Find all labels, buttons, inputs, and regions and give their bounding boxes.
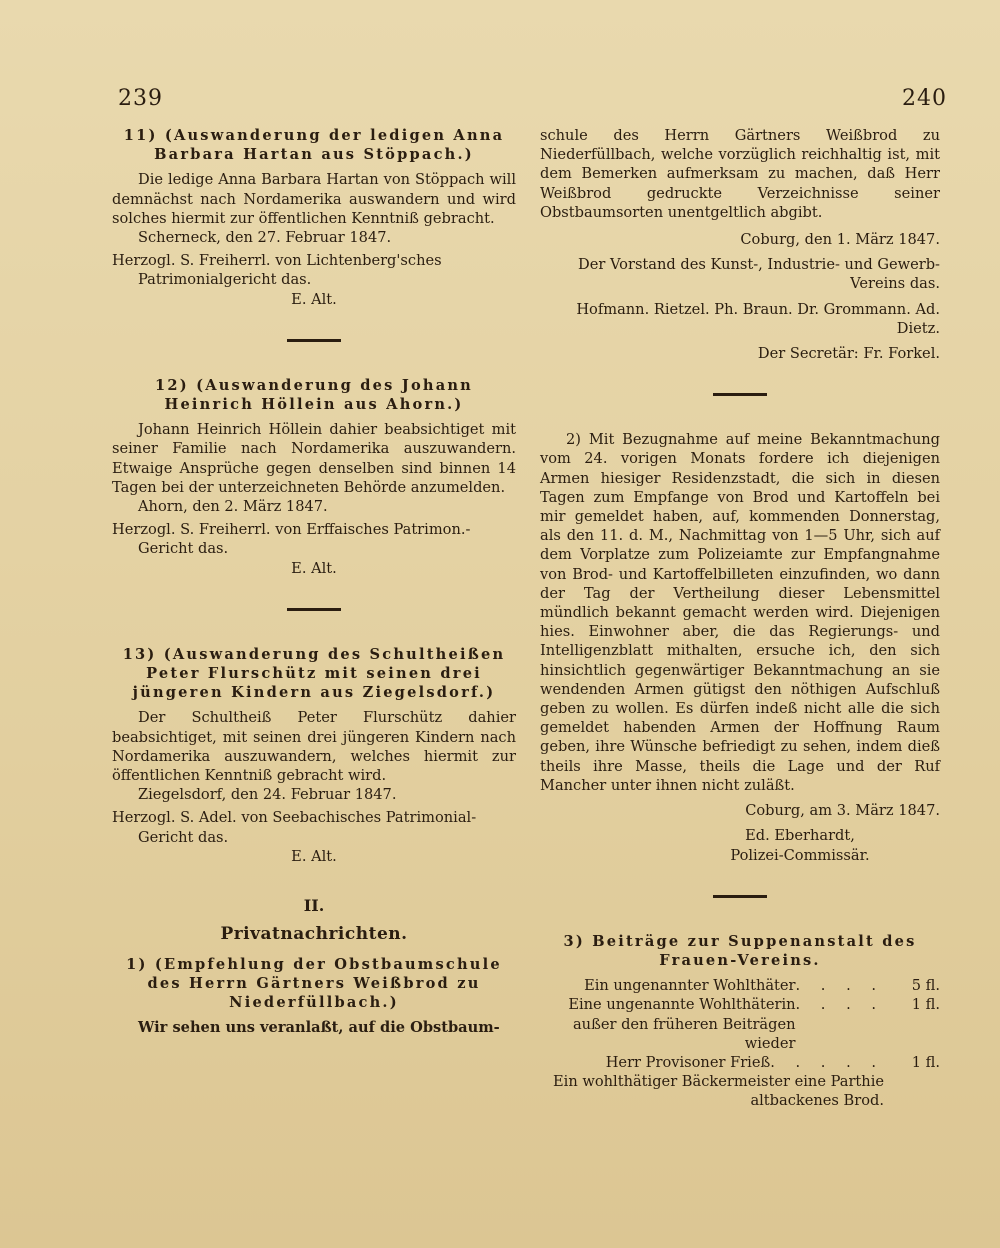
- private-notice-2: [540, 430, 940, 864]
- list-item: [540, 995, 940, 1053]
- section-number: II.: [303, 896, 325, 916]
- notice-signer: Ed. Eberhardt,: [745, 827, 855, 845]
- notice-names: Hofmann. Rietzel. Ph. Braun. Dr. Grommann. Ad. Dietz.: [576, 300, 940, 337]
- notice-signer-title: Polizei-Commissär.: [730, 846, 870, 864]
- list-item: [540, 1053, 940, 1072]
- notice-signer: E. Alt.: [291, 290, 337, 308]
- notice-secretary: Der Secretär: Fr. Forkel.: [757, 345, 940, 363]
- right-column: [540, 126, 940, 1111]
- private-notice-1-continued: [540, 126, 940, 363]
- notice-signer: E. Alt.: [291, 847, 337, 865]
- notice-13: [112, 645, 516, 866]
- page-number-left: 239: [118, 86, 163, 111]
- separator-rule: [287, 339, 341, 342]
- notice-date: Coburg, am 3. März 1847.: [745, 802, 940, 820]
- notice-date: Ahorn, den 2. März 1847.: [138, 498, 328, 516]
- notice-body: Johann Heinrich Höllein dahier beabsichtiget mit seiner Familie nach Nordamerika auszuwandern. Etwaige Ansprüche gegen denselben sind binnen 14 Tagen bei der unterzeichneten Behörde anzumelden.: [112, 421, 516, 496]
- private-notice-3: [540, 932, 940, 1111]
- notice-heading: 13) (Auswanderung des Schultheißen Peter Flurschütz mit seinen drei jüngeren Kindern aus Ziegelsdorf.): [122, 645, 506, 702]
- notice-heading: 1) (Empfehlung der Obstbaumschule des Herrn Gärtners Weißbrod zu Niederfüllbach.): [126, 955, 502, 1011]
- amount: 5 fl.: [911, 977, 940, 995]
- leader-dots: . . . .: [795, 977, 884, 995]
- notice-board: Der Vorstand des Kunst-, Industrie- und Gewerb-Vereins das.: [578, 256, 940, 293]
- notice-body: schule des Herrn Gärtners Weißbrod zu Niederfüllbach, welche vorzüglich reichhaltig ist, mit dem Bemerken aufmerksam zu machen, daß Herr Weißbrod gedruckte Verzeichnisse seiner Obstbaumsorten unentgeltlich abgibt.: [540, 127, 940, 221]
- notice-authority: Herzogl. S. Adel. von Seebachisches Patrimonial-Gericht das.: [112, 809, 477, 846]
- notice-date: Coburg, den 1. März 1847.: [740, 231, 940, 249]
- leader-dots: . . . .: [795, 996, 884, 1014]
- contributor: Eine ungenannte Wohlthäterin außer den früheren Beiträgen wieder: [568, 996, 796, 1052]
- notice-date: Ziegelsdorf, den 24. Februar 1847.: [138, 786, 397, 804]
- separator-rule: [713, 393, 767, 396]
- notice-heading: 11) (Auswanderung der ledigen Anna Barbara Hartan aus Stöppach.): [123, 127, 505, 164]
- notice-body: Die ledige Anna Barbara Hartan von Stöppach will demnächst nach Nordamerika auswandern und wird solches hiermit zur öffentlichen Kenntniß gebracht.: [112, 171, 516, 227]
- left-column: [112, 126, 516, 1037]
- contributor: Herr Provisoner Frieß: [605, 1053, 771, 1071]
- section-title: Privatnachrichten.: [220, 924, 408, 945]
- notice-11: [112, 126, 516, 309]
- list-item: [540, 976, 940, 995]
- notice-body: Der Schultheiß Peter Flurschütz dahier beabsichtiget, mit seinen drei jüngeren Kindern nach Nordamerika auszuwandern, welches hiermit zur öffentlichen Kenntniß gebracht wird.: [112, 709, 516, 785]
- notice-signer: E. Alt.: [291, 559, 337, 577]
- page-number-right: 240: [902, 86, 947, 111]
- notice-body: 2) Mit Bezugnahme auf meine Bekanntmachung vom 24. vorigen Monats fordere ich diejenigen Armen hiesiger Residenzstadt, die sich in diesen Tagen zum Empfange von Brod und Kartoffeln bei mir gemeldet haben, auf, kommenden Donnerstag, als den 11. d. M., Nachmittag von 1—5 Uhr, sich auf dem Vorplatze zum Polizeiamte zur Empfangnahme von Brod- und Kartoffelbilleten einzufinden, wo dann der Tag der Vertheilung dieser Lebensmittel mündlich bekannt gemacht werden wird. Diejenigen hies. Einwohner aber, die das Regierungs- und Intelligenzblatt mithalten, ersuche ich, den sich hinsichtlich gegenwärtiger Bekanntmachung an sie wendenden Armen gütigst den nöthigen Aufschluß geben zu wollen. Es dürfen indeß nicht alle die sich gemeldet habenden Armen der Hoffnung Raum geben, ihre Wünsche befriedigt zu sehen, indem dieß theils ihre Masse, theils die Lage und der Ruf Mancher unter ihnen nicht zuläßt.: [540, 431, 940, 794]
- contributor: Ein wohlthätiger Bäckermeister eine Parthie altbackenes Brod.: [553, 1073, 884, 1110]
- separator-rule: [287, 608, 341, 611]
- notice-authority: Herzogl. S. Freiherrl. von Lichtenberg'sches Patrimonialgericht das.: [112, 252, 442, 289]
- list-item: [540, 1072, 940, 1110]
- notice-body-start: Wir sehen uns veranlaßt, auf die Obstbaum-: [138, 1019, 500, 1037]
- notice-heading: 3) Beiträge zur Suppenanstalt des Frauen-Vereins.: [563, 932, 917, 969]
- notice-12: [112, 376, 516, 578]
- amount: 1 fl.: [911, 1053, 940, 1071]
- amount: 1 fl.: [911, 996, 940, 1014]
- notice-authority: Herzogl. S. Freiherrl. von Erffaisches Patrimon.-Gericht das.: [112, 521, 471, 558]
- private-notice-1: [112, 955, 516, 1038]
- notice-date: Scherneck, den 27. Februar 1847.: [138, 229, 392, 247]
- contribution-list: [540, 976, 940, 1110]
- leader-dots: . . . . .: [770, 1053, 884, 1071]
- contributor: Ein ungenannter Wohlthäter: [584, 977, 796, 995]
- notice-heading: 12) (Auswanderung des Johann Heinrich Höllein aus Ahorn.): [155, 376, 473, 414]
- separator-rule: [713, 895, 767, 898]
